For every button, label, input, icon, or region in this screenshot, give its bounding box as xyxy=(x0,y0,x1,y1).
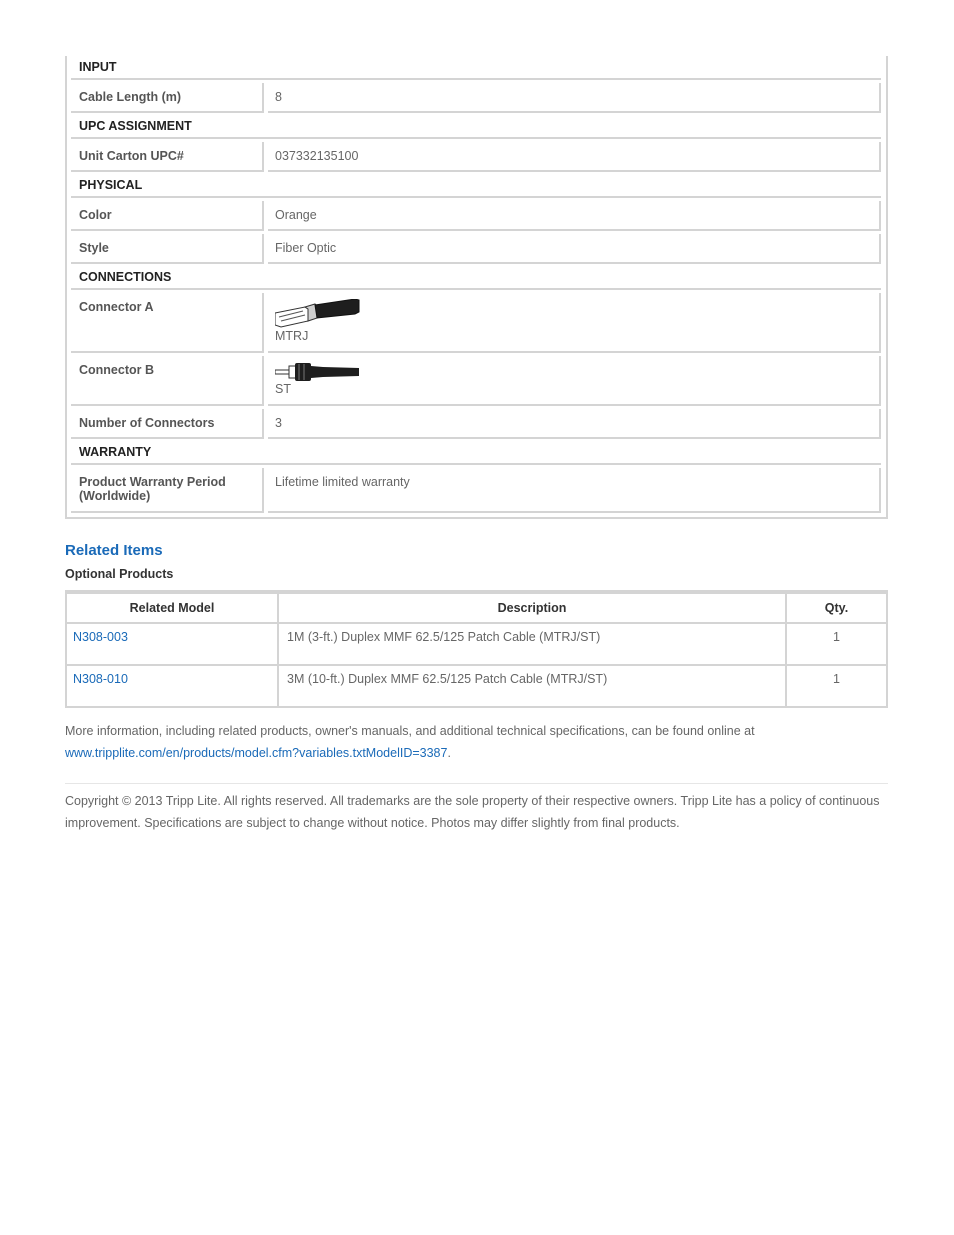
spec-label: Connector A xyxy=(71,293,264,353)
spec-value: 8 xyxy=(268,83,881,113)
related-description: 3M (10-ft.) Duplex MMF 62.5/125 Patch Cable (MTRJ/ST) xyxy=(279,666,787,706)
spec-value-connector-b xyxy=(268,356,881,406)
column-header-description: Description xyxy=(279,594,787,622)
table-row xyxy=(67,624,886,666)
spec-value: 3 xyxy=(268,409,881,439)
footer-divider xyxy=(65,783,888,784)
spec-row-style xyxy=(71,234,881,264)
spec-row-unit-carton-upc xyxy=(71,142,881,172)
related-products-table xyxy=(65,590,888,708)
spec-label: Color xyxy=(71,201,264,231)
spec-value: Fiber Optic xyxy=(268,234,881,264)
table-header-row xyxy=(67,594,886,624)
spec-value-connector-a xyxy=(268,293,881,353)
related-model-link[interactable]: N308-010 xyxy=(67,666,279,706)
more-info-text: More information, including related products, owner's manuals, and additional technical specifications, can be found online at xyxy=(65,724,755,738)
product-page-link[interactable]: www.tripplite.com/en/products/model.cfm?variables.txtModelID=3387 xyxy=(65,746,448,760)
section-heading-input: INPUT xyxy=(71,56,881,80)
optional-products-heading: Optional Products xyxy=(65,567,174,581)
spec-label: Style xyxy=(71,234,264,264)
spec-label: Unit Carton UPC# xyxy=(71,142,264,172)
spec-label: Cable Length (m) xyxy=(71,83,264,113)
more-info-period: . xyxy=(447,746,451,760)
more-information-paragraph xyxy=(65,720,888,764)
connector-a-caption: MTRJ xyxy=(275,329,309,343)
spec-row-connector-a xyxy=(71,293,881,353)
related-items-heading: Related Items xyxy=(65,542,163,559)
related-qty: 1 xyxy=(833,630,840,644)
section-heading-upc: UPC ASSIGNMENT xyxy=(71,115,881,139)
section-heading-connections: CONNECTIONS xyxy=(71,266,881,290)
specifications-table xyxy=(65,56,888,519)
related-description: 1M (3-ft.) Duplex MMF 62.5/125 Patch Cable (MTRJ/ST) xyxy=(279,624,787,664)
connector-b-caption: ST xyxy=(275,382,291,396)
related-qty: 1 xyxy=(833,672,840,686)
spec-row-color xyxy=(71,201,881,231)
copyright-notice: Copyright © 2013 Tripp Lite. All rights reserved. All trademarks are the sole property of their respective owners. Tripp Lite has a policy of continuous improvement. Specifications are subject to change without notice. Photos may differ slightly from final products. xyxy=(65,794,880,830)
spec-value: Orange xyxy=(268,201,881,231)
table-row xyxy=(67,666,886,706)
spec-label: Product Warranty Period (Worldwide) xyxy=(71,468,264,513)
spec-row-cable-length xyxy=(71,83,881,113)
spec-label: Number of Connectors xyxy=(71,409,264,439)
spec-row-connector-b xyxy=(71,356,881,406)
spec-value: 037332135100 xyxy=(268,142,881,172)
spec-value: Lifetime limited warranty xyxy=(268,468,881,513)
st-connector-icon xyxy=(275,362,361,382)
related-model-link[interactable]: N308-003 xyxy=(67,624,279,664)
section-heading-physical: PHYSICAL xyxy=(71,174,881,198)
mtrj-connector-icon xyxy=(275,299,361,329)
spec-label: Connector B xyxy=(71,356,264,406)
spec-row-number-of-connectors xyxy=(71,409,881,439)
section-heading-warranty: WARRANTY xyxy=(71,441,881,465)
column-header-qty: Qty. xyxy=(824,601,849,615)
column-header-related-model: Related Model xyxy=(67,594,279,622)
spec-row-warranty-period xyxy=(71,468,881,513)
